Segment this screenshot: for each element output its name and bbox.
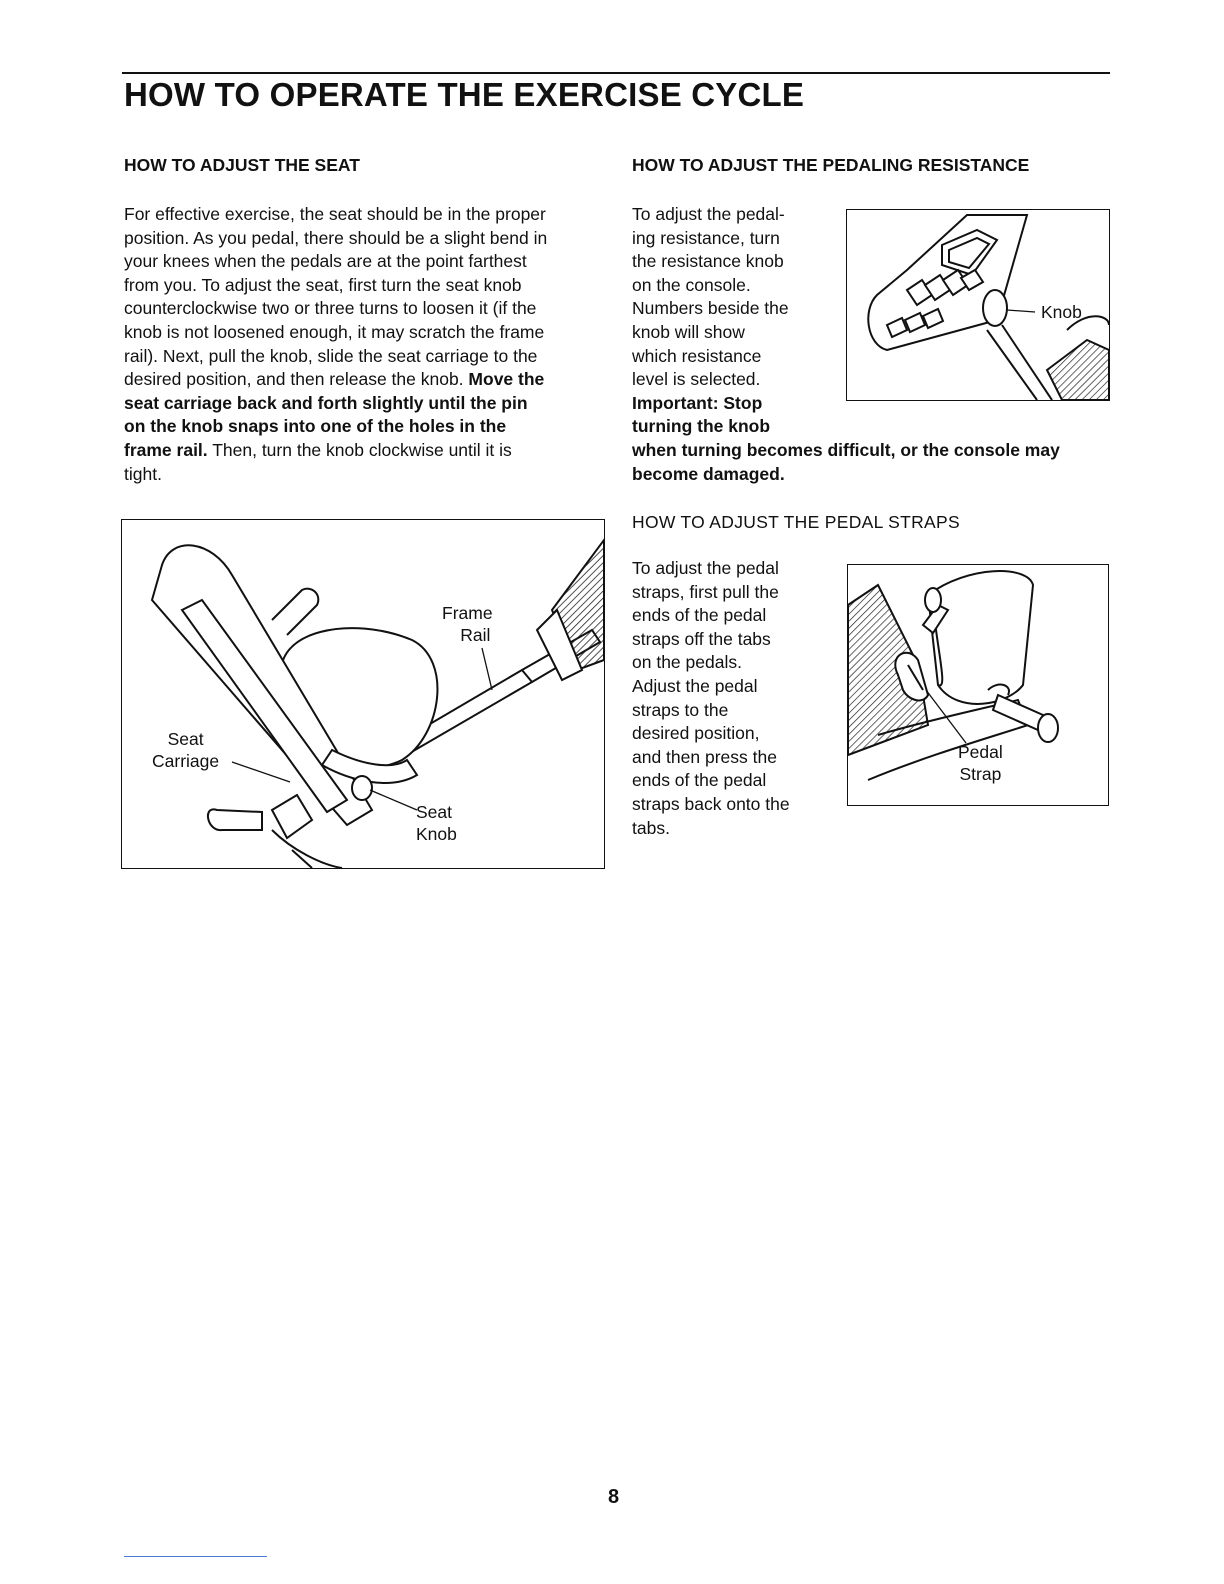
console-figure xyxy=(846,209,1110,401)
text-line: ends of the pedal xyxy=(632,770,767,791)
text-line-bold xyxy=(632,463,1112,487)
text-normal: desired position, and then release the knob. xyxy=(124,369,464,390)
pedal-strap-label xyxy=(958,741,1003,785)
text-line: straps to the xyxy=(632,699,729,720)
text-bold: seat carriage back and forth slightly until the pin xyxy=(124,392,528,413)
frame-rail-label xyxy=(442,602,493,646)
seat-instructions xyxy=(124,203,614,486)
text-line: Adjust the pedal xyxy=(632,675,758,696)
label-line: Strap xyxy=(959,764,1002,784)
text-bold: become damaged. xyxy=(632,463,785,484)
seat-figure xyxy=(121,519,605,869)
text-line: your knees when the pedals are at the point farthest xyxy=(124,251,527,272)
seat-knob-label xyxy=(416,801,457,845)
text-line: which resistance xyxy=(632,345,762,366)
seat-carriage-label xyxy=(152,728,219,772)
text-line: To adjust the pedal- xyxy=(632,204,785,224)
pedal-figure xyxy=(847,564,1109,806)
text-line xyxy=(124,439,614,463)
footer-link-rule xyxy=(124,1556,267,1557)
text-line: straps, first pull the xyxy=(632,581,779,602)
label-line: Frame xyxy=(442,603,493,623)
text-line: ing resistance, turn xyxy=(632,227,780,248)
label-line: Seat xyxy=(167,729,204,749)
text-bold: Important: Stop xyxy=(632,392,763,413)
text-line-bold xyxy=(124,392,614,416)
text-line-bold xyxy=(124,415,614,439)
text-line: on the console. xyxy=(632,274,751,295)
text-line: For effective exercise, the seat should be in the proper xyxy=(124,204,546,224)
text-bold: when turning becomes difficult, or the console may xyxy=(632,440,1060,460)
text-line xyxy=(124,368,614,392)
label-line: Knob xyxy=(416,824,457,844)
text-line: straps back onto the xyxy=(632,793,790,814)
text-line-bold xyxy=(632,415,832,439)
label-line: Rail xyxy=(460,625,491,645)
text-line: knob is not loosened enough, it may scratch the frame xyxy=(124,321,545,342)
resistance-section-heading: HOW TO ADJUST THE PEDALING RESISTANCE xyxy=(632,155,1030,175)
text-line: the resistance knob xyxy=(632,251,784,272)
text-line: on the pedals. xyxy=(632,652,742,673)
straps-instructions xyxy=(632,557,832,840)
text-line: ends of the pedal xyxy=(632,605,767,626)
straps-section-heading: HOW TO ADJUST THE PEDAL STRAPS xyxy=(632,512,960,532)
label-line: Seat xyxy=(416,802,452,822)
text-line: rail). Next, pull the knob, slide the seat carriage to the xyxy=(124,345,538,366)
page-number: 8 xyxy=(608,1486,620,1508)
text-line-bold xyxy=(632,439,1112,463)
resistance-instructions xyxy=(632,203,832,439)
text-line: position. As you pedal, there should be a slight bend in xyxy=(124,227,548,248)
text-bold: frame rail. xyxy=(124,439,208,460)
text-bold: on the knob snaps into one of the holes in the xyxy=(124,416,507,437)
text-bold: Move the xyxy=(468,369,545,390)
title-rule xyxy=(122,72,1110,74)
resistance-warning xyxy=(632,439,1112,486)
text-line: from you. To adjust the seat, first turn the seat knob xyxy=(124,274,522,295)
text-bold: turning the knob xyxy=(632,416,771,437)
text-line: Numbers beside the xyxy=(632,298,789,319)
text-line-bold xyxy=(632,392,832,416)
text-line: knob will show xyxy=(632,321,745,342)
text-line: straps off the tabs xyxy=(632,628,771,649)
text-line: level is selected. xyxy=(632,369,761,390)
text-line: tight. xyxy=(124,463,162,484)
label-line: Pedal xyxy=(958,742,1003,762)
label-line: Carriage xyxy=(152,751,220,771)
text-line: desired position, xyxy=(632,723,760,744)
text-line: To adjust the pedal xyxy=(632,558,779,578)
seat-section-heading: HOW TO ADJUST THE SEAT xyxy=(124,155,360,175)
page-title: HOW TO OPERATE THE EXERCISE CYCLE xyxy=(124,76,805,113)
knob-label: Knob xyxy=(1041,302,1082,322)
seat-illustration xyxy=(122,520,604,868)
text-line: and then press the xyxy=(632,746,777,767)
text-normal: Then, turn the knob clockwise until it is xyxy=(212,439,512,460)
text-line: counterclockwise two or three turns to loosen it (if the xyxy=(124,298,537,319)
text-line: tabs. xyxy=(632,817,670,838)
